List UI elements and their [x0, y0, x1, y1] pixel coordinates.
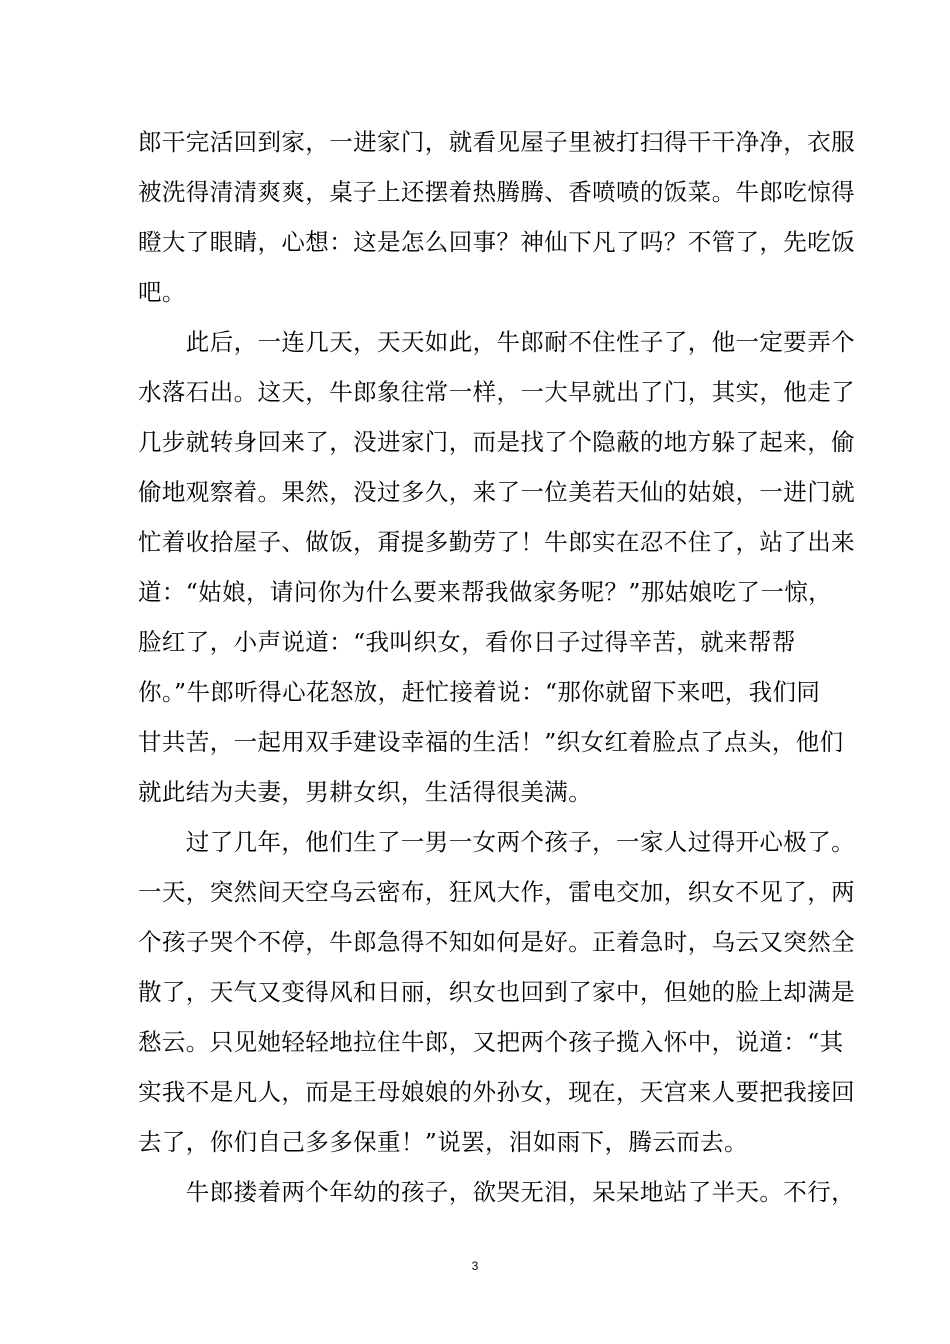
text-line: 去了，你们自己多多保重！”说罢，泪如雨下，腾云而去。	[138, 1128, 748, 1156]
text-line: 愁云。只见她轻轻地拉住牛郎，又把两个孩子揽入怀中，说道：“其	[138, 1028, 844, 1056]
text-line: 水落石出。这天，牛郎象往常一样，一大早就出了门，其实，他走了	[138, 378, 855, 406]
text-line: 瞪大了眼睛，心想：这是怎么回事？神仙下凡了吗？不管了，先吃饭	[138, 228, 855, 256]
text-line: 你。”牛郎听得心花怒放，赶忙接着说：“那你就留下来吧，我们同	[138, 678, 821, 706]
body-text	[138, 117, 855, 1217]
paragraph-4	[138, 1167, 855, 1217]
text-line: 被洗得清清爽爽，桌子上还摆着热腾腾、香喷喷的饭菜。牛郎吃惊得	[138, 178, 855, 206]
paragraph-1	[138, 117, 855, 317]
text-line: 忙着收拾屋子、做饭，甭提多勤劳了！牛郎实在忍不住了，站了出来	[138, 528, 855, 556]
page-number: 3	[471, 1259, 479, 1273]
text-line: 脸红了，小声说道：“我叫织女，看你日子过得辛苦，就来帮帮	[138, 628, 796, 656]
paragraph-3	[138, 817, 855, 1167]
paragraph-2	[138, 317, 855, 817]
text-line: 过了几年，他们生了一男一女两个孩子，一家人过得开心极了。	[138, 828, 855, 856]
text-line: 吧。	[138, 278, 186, 306]
text-line: 个孩子哭个不停，牛郎急得不知如何是好。正着急时，乌云又突然全	[138, 928, 855, 956]
text-line: 道：“姑娘，请问你为什么要来帮我做家务呢？”那姑娘吃了一惊，	[138, 578, 833, 606]
text-line: 一天，突然间天空乌云密布，狂风大作，雷电交加，织女不见了，两	[138, 878, 855, 906]
text-line: 郎干完活回到家，一进家门，就看见屋子里被打扫得干干净净，衣服	[138, 128, 855, 156]
text-line: 散了，天气又变得风和日丽，织女也回到了家中，但她的脸上却满是	[138, 978, 855, 1006]
text-line: 牛郎搂着两个年幼的孩子，欲哭无泪，呆呆地站了半天。不行，	[138, 1178, 855, 1206]
text-line: 偷地观察着。果然，没过多久，来了一位美若天仙的姑娘，一进门就	[138, 478, 855, 506]
text-line: 此后，一连几天，天天如此，牛郎耐不住性子了，他一定要弄个	[138, 328, 855, 356]
text-line: 就此结为夫妻，男耕女织，生活得很美满。	[138, 778, 593, 806]
text-line: 几步就转身回来了，没进家门，而是找了个隐蔽的地方躲了起来，偷	[138, 428, 855, 456]
text-line: 实我不是凡人，而是王母娘娘的外孙女，现在，天宫来人要把我接回	[138, 1078, 855, 1106]
text-line: 甘共苦，一起用双手建设幸福的生活！”织女红着脸点了点头，他们	[138, 728, 844, 756]
